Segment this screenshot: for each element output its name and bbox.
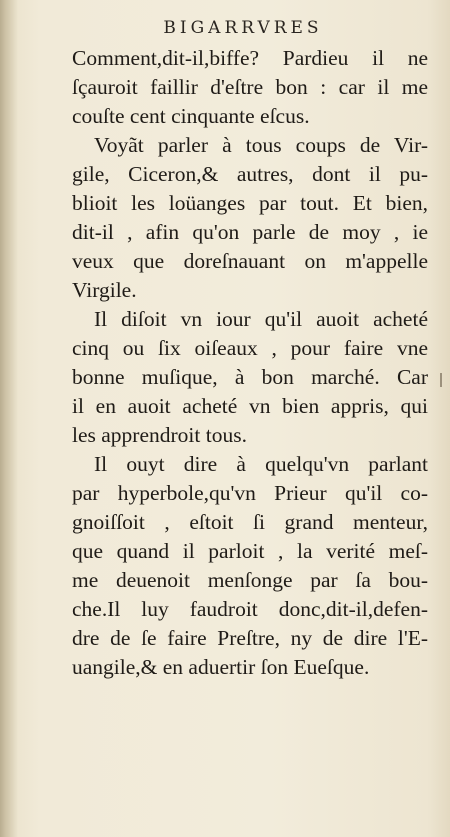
text-line: gile, Ciceron,& autres, dont il pu- [72,162,428,186]
text-line: les apprendroit tous. [72,423,247,447]
text-line: me deuenoit menſonge par ſa bou- [72,568,428,592]
text-line: dre de ſe faire Preſtre, ny de dire l'E- [72,626,428,650]
text-line: Il ouyt dire à quelqu'vn parlant [94,452,428,476]
text-line: ſçauroit faillir d'eſtre bon : car il me [72,75,428,99]
text-line: par hyperbole,qu'vn Prieur qu'il co- [72,481,428,505]
text-line: que quand il parloit , la verité meſ- [72,539,428,563]
text-line: blioit les loüanges par tout. Et bien, [72,191,428,215]
body-text [72,44,428,682]
page-gutter [0,0,18,837]
text-line: Il diſoit vn iour qu'il auoit acheté [94,307,428,331]
text-line: Comment,dit-il,biffe? Pardieu il ne [72,46,428,70]
text-line: che.Il luy faudroit donc,dit-il,defen- [72,597,428,621]
text-line: Virgile. [72,278,137,302]
margin-mark [440,373,442,387]
text-line: veux que doreſnauant on m'appelle [72,249,428,273]
text-line: dit-il , afin qu'on parle de moy , ie [72,220,428,244]
text-line: Voyãt parler à tous coups de Vir- [94,133,428,157]
text-line: il en auoit acheté vn bien appris, qui [72,394,428,418]
text-line: cinq ou ſix oiſeaux , pour faire vne [72,336,428,360]
running-head: BIGARRVRES [163,18,323,38]
text-line: couſte cent cinquante eſcus. [72,104,310,128]
text-line: bonne muſique, à bon marché. Car [72,365,428,389]
text-line: gnoiſſoit , eſtoit ſi grand menteur, [72,510,428,534]
text-line: uangile,& en aduertir ſon Eueſque. [72,655,370,679]
